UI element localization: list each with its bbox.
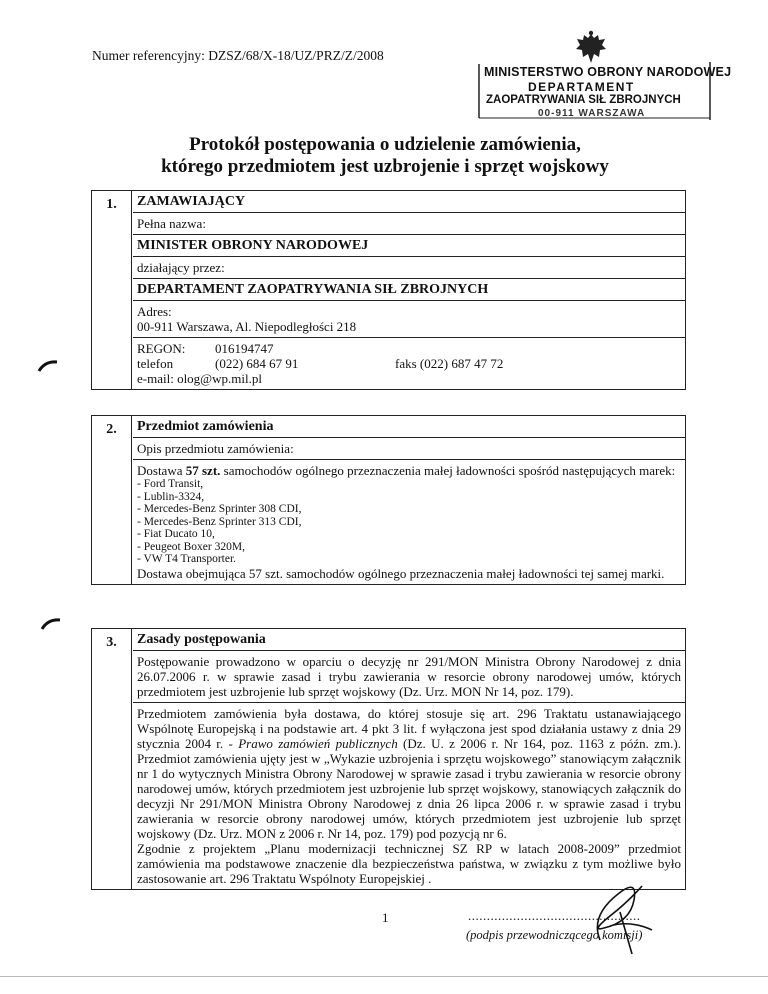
subject-description [133, 460, 685, 584]
regon-label: REGON: [137, 341, 186, 356]
quantity: 57 szt. [185, 463, 221, 478]
full-name-value: MINISTER OBRONY NARODOWEJ [133, 235, 685, 257]
list-item: - Fiat Ducato 10, [137, 528, 215, 540]
para2-text-b: (Dz. U. z 2006 r. Nr 164, poz. 1163 z późn. zm.). Przedmiot zamówienia ujęty jest w „Wykazie uzbrojenia i sprzętu wojskowego” stanowiącym załącznik nr 1 do wytycznych Ministra Obrony Narodowej w sprawie zasad i trybu zawierania w resorcie obrony narodowej umów, których przedmiotem jest uzbrojenie lub sprzęt wojskowy, stanowiących załącznik do decyzji Nr 291/MON Ministra Obrony Narodowej z dnia 26 lipca 2006 r. w sprawie zasad i trybu zawierania w resorcie obrony narodowej umów, których przedmiotem jest uzbrojenie lub sprzęt wojskowy (Dz. Urz. MON z 2006 r. Nr 14, poz. 179) pod pozycją nr 6. [137, 736, 681, 841]
law-title: Prawo zamówień publicznych [238, 736, 398, 751]
contact-block [133, 338, 685, 389]
stamp-line-department: DEPARTAMENT [528, 80, 635, 94]
eagle-emblem-icon [574, 30, 608, 66]
rules-paragraph-3: Zgodnie z projektem „Planu modernizacji technicznej SZ RP w latach 2008-2009” przedmiot zamówienia ma podstawowe znaczenie dla bezpieczeństwa państwa, w związku z tym możliwe było zastosowanie art. 296 Traktatu Wspólnoty Europejskiej . [137, 841, 681, 886]
edge-mark-icon [37, 360, 59, 372]
phone-value: (022) 684 67 91 [215, 356, 299, 371]
brand-list [137, 478, 681, 566]
rules-paragraph-1: Postępowanie prowadzono w oparciu o decyzję nr 291/MON Ministra Obrony Narodowej z dnia 26.07.2006 r. w sprawie zasad i trybu zawierania w resorcie obrony narodowej umów, których przedmiotem jest uzbrojenie lub sprzęt wojskowy (Dz. Urz. MON Nr 14, poz. 179). [133, 651, 685, 703]
rules-paragraph-2 [133, 703, 685, 889]
edge-mark-icon [40, 618, 62, 630]
list-item: - Ford Transit, [137, 478, 204, 490]
stamp-line-supply: ZAOPATRYWANIA SIŁ ZBROJNYCH [486, 94, 681, 106]
section-rules [91, 628, 686, 890]
section-contracting-authority [91, 190, 686, 390]
fax-value: faks (022) 687 47 72 [395, 356, 504, 371]
document-title [80, 134, 690, 178]
address-value: 00-911 Warszawa, Al. Niepodległości 218 [137, 319, 357, 334]
stamp-line-ministry: MINISTERSTWO OBRONY NARODOWEJ [484, 65, 732, 79]
section-number: 1. [92, 191, 132, 389]
list-item: - Peugeot Boxer 320M, [137, 540, 245, 553]
signature-line: .............................................. [468, 908, 641, 923]
list-item: - Mercedes-Benz Sprinter 308 CDI, [137, 503, 302, 515]
title-line-1: Protokół postępowania o udzielenie zamówienia, [189, 134, 581, 155]
full-name-label: Pełna nazwa: [133, 213, 685, 235]
title-line-2: którego przedmiotem jest uzbrojenie i sprzęt wojskowy [161, 156, 609, 177]
description-label: Opis przedmiotu zamówienia: [133, 438, 685, 460]
address-block [133, 301, 685, 338]
section-heading: Zasady postępowania [133, 629, 685, 651]
intro-text-rest: samochodów ogólnego przeznaczenia małej ładowności spośród następujących marek: [220, 463, 676, 478]
phone-label: telefon [137, 356, 174, 371]
section-heading: ZAMAWIAJĄCY [133, 191, 685, 213]
list-item: - VW T4 Transporter. [137, 553, 237, 565]
para2-text-a: Przedmiotem zamówienia była dostawa, do której stosuje się art. 296 Traktatu ustanawiającego Wspólnotę Europejską i na podstawie art. 4 pkt 3 lit. f wyłączona jest spod działania ustawy z dnia 29 stycznia 2004 r. - [137, 706, 681, 751]
list-item: - Lublin-3324, [137, 490, 205, 503]
address-label: Adres: [137, 304, 172, 319]
page-number: 1 [382, 910, 389, 925]
ministry-stamp [478, 62, 732, 120]
list-item: - Mercedes-Benz Sprinter 313 CDI, [137, 515, 302, 528]
subject-intro [137, 463, 681, 478]
intro-text: Dostawa [137, 463, 186, 478]
section-number: 3. [92, 629, 132, 889]
email-value: e-mail: olog@wp.mil.pl [137, 371, 262, 386]
reference-number: Numer referencyjny: DZSZ/68/X-18/UZ/PRZ/Z/2008 [92, 48, 384, 63]
acting-through-label: działający przez: [133, 257, 685, 279]
scan-edge-line [0, 976, 768, 977]
section-heading: Przedmiot zamówienia [133, 416, 685, 438]
stamp-line-postcode: 00-911 WARSZAWA [538, 108, 646, 119]
regon-value: 016194747 [215, 341, 274, 356]
section-subject [91, 415, 686, 585]
handwritten-signature [560, 866, 670, 956]
section-number: 2. [92, 416, 132, 584]
acting-through-value: DEPARTAMENT ZAOPATRYWANIA SIŁ ZBROJNYCH [133, 279, 685, 301]
signature-caption: (podpis przewodniczącego komisji) [466, 928, 643, 942]
subject-closing: Dostawa obejmująca 57 szt. samochodów ogólnego przeznaczenia małej ładowności tej samej marki. [137, 565, 665, 581]
rules-paragraph-2-text [137, 706, 681, 841]
